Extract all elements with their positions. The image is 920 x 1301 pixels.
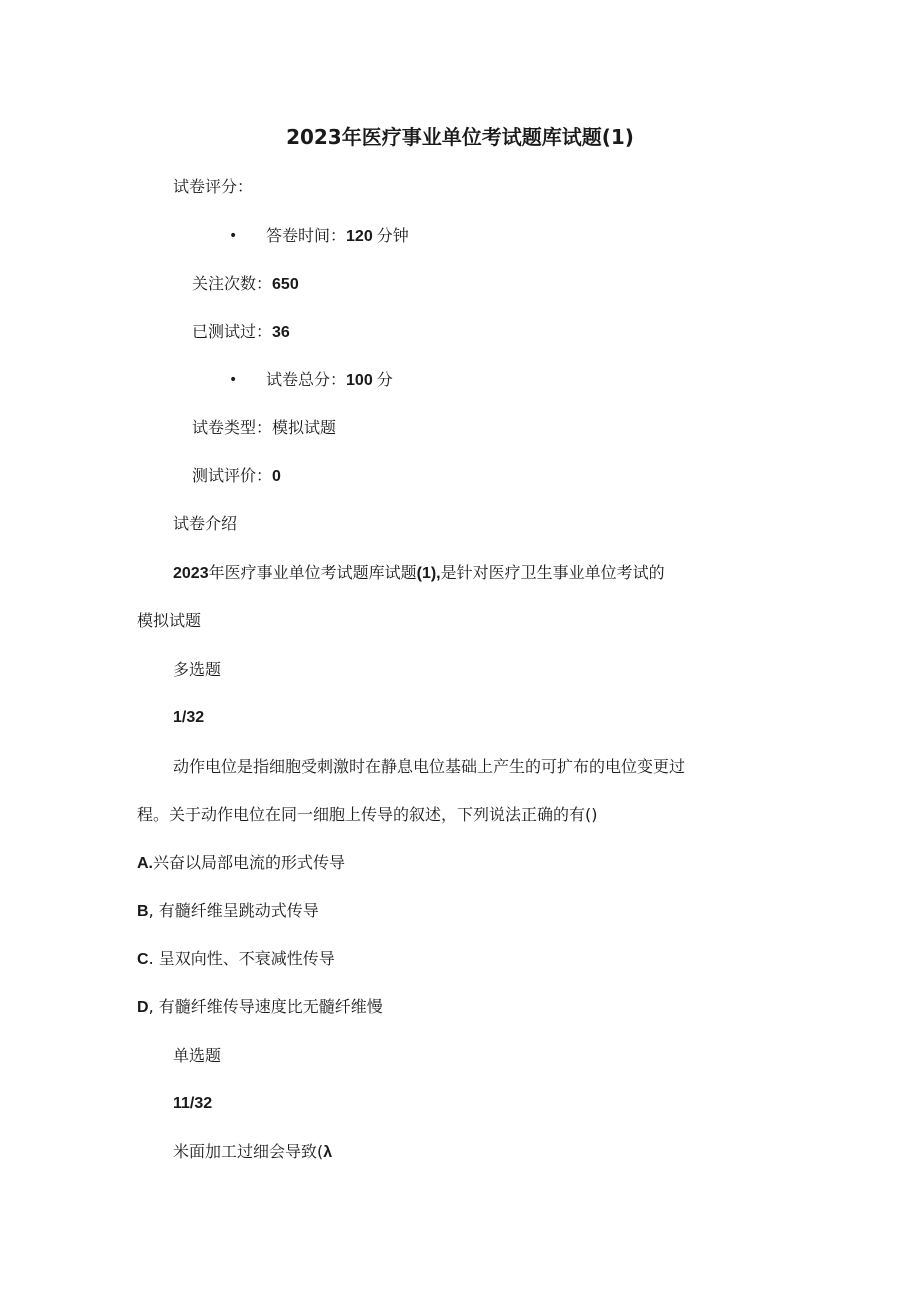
rating-label: 测试评价： <box>192 466 273 485</box>
question-stem-text: 米面加工过细会导致( <box>173 1142 324 1161</box>
paper-type-label: 试卷类型： <box>192 418 273 437</box>
bullet-icon: • <box>229 372 238 388</box>
follow-count-row <box>192 274 299 295</box>
answer-time-label: 答卷时间： <box>266 226 347 245</box>
intro-year: 2023 <box>173 565 209 582</box>
total-score-row <box>266 370 393 391</box>
option-text: , 有髓纤维呈跳动式传导 <box>148 901 319 920</box>
question-category: 单选题 <box>173 1046 222 1065</box>
question-stem-line2: 程。关于动作电位在同一细胞上传导的叙述，下列说法正确的有() <box>137 805 598 824</box>
intro-text-line1 <box>173 563 665 584</box>
option-letter: C <box>137 951 149 968</box>
paper-type-row <box>192 418 336 438</box>
tested-count-label: 已测试过： <box>192 322 273 341</box>
question-stem-tail: λ <box>323 1144 333 1161</box>
option-letter: A. <box>137 855 153 872</box>
bullet-icon: • <box>229 228 238 244</box>
answer-time-row <box>266 226 409 247</box>
intro-text-line2: 模拟试题 <box>137 611 202 630</box>
question-number: 1/32 <box>173 709 205 726</box>
rating-value: 0 <box>272 468 281 485</box>
intro-heading: 试卷介绍 <box>173 514 238 533</box>
question-stem-line1: 动作电位是指细胞受刺激时在静息电位基础上产生的可扩布的电位变更过 <box>173 757 686 776</box>
tested-count-row <box>192 322 290 343</box>
option-letter: D <box>137 999 149 1016</box>
total-score-value: 100 <box>346 372 373 389</box>
option-letter: B <box>137 903 149 920</box>
option-b[interactable] <box>137 901 319 922</box>
option-text: , 有髓纤维传导速度比无髓纤维慢 <box>148 997 383 1016</box>
total-score-unit: 分 <box>376 370 393 389</box>
question-category: 多选题 <box>173 660 222 679</box>
intro-paren: (1), <box>416 565 441 582</box>
follow-count-label: 关注次数： <box>192 274 273 293</box>
option-text: 兴奋以局部电流的形式传导 <box>153 853 346 872</box>
intro-desc: 是针对医疗卫生事业单位考试的 <box>440 563 665 582</box>
tested-count-value: 36 <box>272 324 290 341</box>
total-score-label: 试卷总分： <box>266 370 347 389</box>
option-a[interactable] <box>137 853 345 874</box>
score-label: 试卷评分： <box>173 177 254 196</box>
option-c[interactable] <box>137 949 335 970</box>
rating-row <box>192 466 281 487</box>
paper-type-value: 模拟试题 <box>272 418 337 437</box>
option-text: . 呈双向性、不衰减性传导 <box>148 949 335 968</box>
answer-time-value: 120 <box>346 228 373 245</box>
question-stem <box>173 1142 332 1163</box>
follow-count-value: 650 <box>272 276 299 293</box>
question-number: 11/32 <box>173 1095 213 1112</box>
option-d[interactable] <box>137 997 383 1018</box>
answer-time-unit: 分钟 <box>376 226 409 245</box>
document-title: 2023年医疗事业单位考试题库试题(1) <box>286 125 634 149</box>
intro-title: 年医疗事业单位考试题库试题 <box>208 563 417 582</box>
